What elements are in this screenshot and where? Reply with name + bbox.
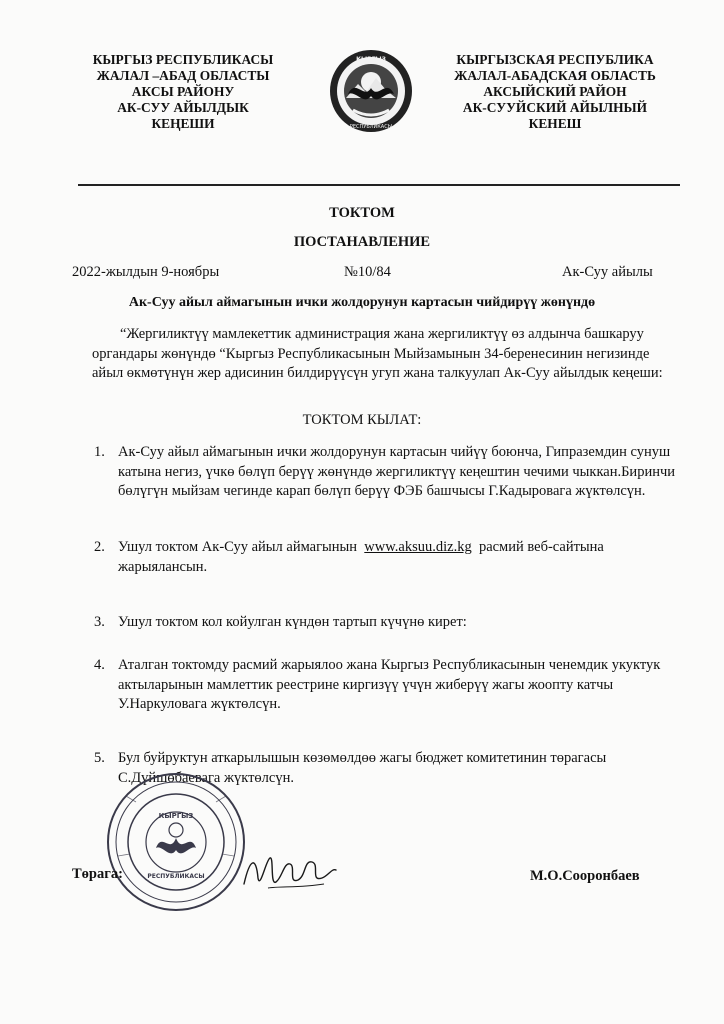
header-right-line: АКСЫЙСКИЙ РАЙОН xyxy=(483,84,627,99)
signature-icon xyxy=(240,848,340,896)
item-text: Бул буйруктун аткарылышын көзөмөлдөө жагы бюджет комитетинин төрагасы С.Дүйшөбаевага жүктөлсүн. xyxy=(118,750,607,786)
header-right-line: АК-СУУЙСКИЙ АЙЫЛНЫЙ xyxy=(462,100,648,115)
document-title-kg: ТОКТОМ xyxy=(329,205,395,221)
header-left-line: АК-СУУ АЙЫЛДЫК xyxy=(117,100,249,115)
item-text: Ак-Суу айыл аймагынын ички жолдорунун картасын чийүү боюнча, Гипраземдин сунуш катына негиз, үчкө бөлүп берүү жөнүндө жергиликтүү кеңештин чечими чыккан.Биринчи бөлүгүн мыйзам чегинде карап бөлүп берүү ФЭБ башчысы Г.Кадыровага жүктөлсүн. xyxy=(118,444,676,499)
header-right xyxy=(440,52,670,132)
signatory-name: М.О.Сооронбаев xyxy=(530,868,640,884)
document-date: 2022-жылдын 9-ноябры xyxy=(72,264,220,280)
item-text-before-link: Ушул токтом Ак-Суу айыл аймагынын xyxy=(118,539,365,555)
document-intro: “Жергиликтүү мамлекеттик администрация жана жергиликтүү өз алдынча башкаруу органдары жөнүндө “Кыргыз Республикасынын Мыйзамынын 34-беренесинин негизинде айыл өкмөтүнүн жер адисинин билдирүүсүн угуп жана талкуулап Ак-Суу айылдык кеңеши: xyxy=(92,326,663,381)
document-place: Ак-Суу айылы xyxy=(562,264,653,280)
header-right-line: ЖАЛАЛ-АБАДСКАЯ ОБЛАСТЬ xyxy=(454,68,656,83)
signature-label: Төрага: xyxy=(72,866,123,882)
item-number: 4. xyxy=(94,657,105,673)
website-link[interactable]: www.aksuu.diz.kg xyxy=(364,539,472,555)
item-number: 1. xyxy=(94,444,105,460)
header-right-line: КЕНЕШ xyxy=(528,116,582,131)
item-number: 3. xyxy=(94,614,105,630)
header-left-line: КЫРГЫЗ РЕСПУБЛИКАСЫ xyxy=(92,52,274,67)
header-left-line: ЖАЛАЛ –АБАД ОБЛАСТЫ xyxy=(96,68,270,83)
resolution-item xyxy=(94,613,680,633)
item-text-after-link: расмий веб-сайтына жарыялансын. xyxy=(118,539,608,575)
document-subject: Ак-Суу айыл аймагынын ички жолдорунун картасын чийдирүү жөнүндө xyxy=(128,295,596,310)
header-right-line: КЫРГЫЗСКАЯ РЕСПУБЛИКА xyxy=(456,52,654,67)
header-divider xyxy=(78,184,680,186)
svg-text:РЕСПУБЛИКАСЫ: РЕСПУБЛИКАСЫ xyxy=(147,873,205,880)
resolution-heading: ТОКТОМ КЫЛАТ: xyxy=(302,412,422,428)
resolution-item xyxy=(94,538,680,577)
svg-text:РЕСПУБЛИКАСЫ: РЕСПУБЛИКАСЫ xyxy=(349,124,393,130)
item-text: Аталган токтомду расмий жарыялоо жана Кыргыз Республикасынын ченемдик укуктук актыларынын мамлеттик реестрине киргизүү үчүн жиберүү жагы жоопту катчы У.Наркуловага жүктөлсүн. xyxy=(118,657,661,712)
item-text: Ушул токтом кол койулган күндөн тартып күчүнө кирет: xyxy=(118,614,467,630)
header-left-line: АКСЫ РАЙОНУ xyxy=(131,84,235,99)
document-number: №10/84 xyxy=(344,264,391,280)
resolution-item xyxy=(94,443,680,502)
official-seal-icon xyxy=(96,766,264,916)
svg-text:КЫРГЫЗ: КЫРГЫЗ xyxy=(158,812,194,820)
svg-text:КЫРГЫЗ: КЫРГЫЗ xyxy=(356,56,386,63)
document-title-ru: ПОСТАНАВЛЕНИЕ xyxy=(293,234,431,250)
resolution-item xyxy=(94,656,680,715)
item-text xyxy=(118,538,680,577)
header-left xyxy=(78,52,288,132)
item-number: 5. xyxy=(94,750,105,766)
header-left-line: КЕҢЕШИ xyxy=(151,116,215,131)
state-emblem-icon xyxy=(328,48,414,134)
item-number: 2. xyxy=(94,539,105,555)
